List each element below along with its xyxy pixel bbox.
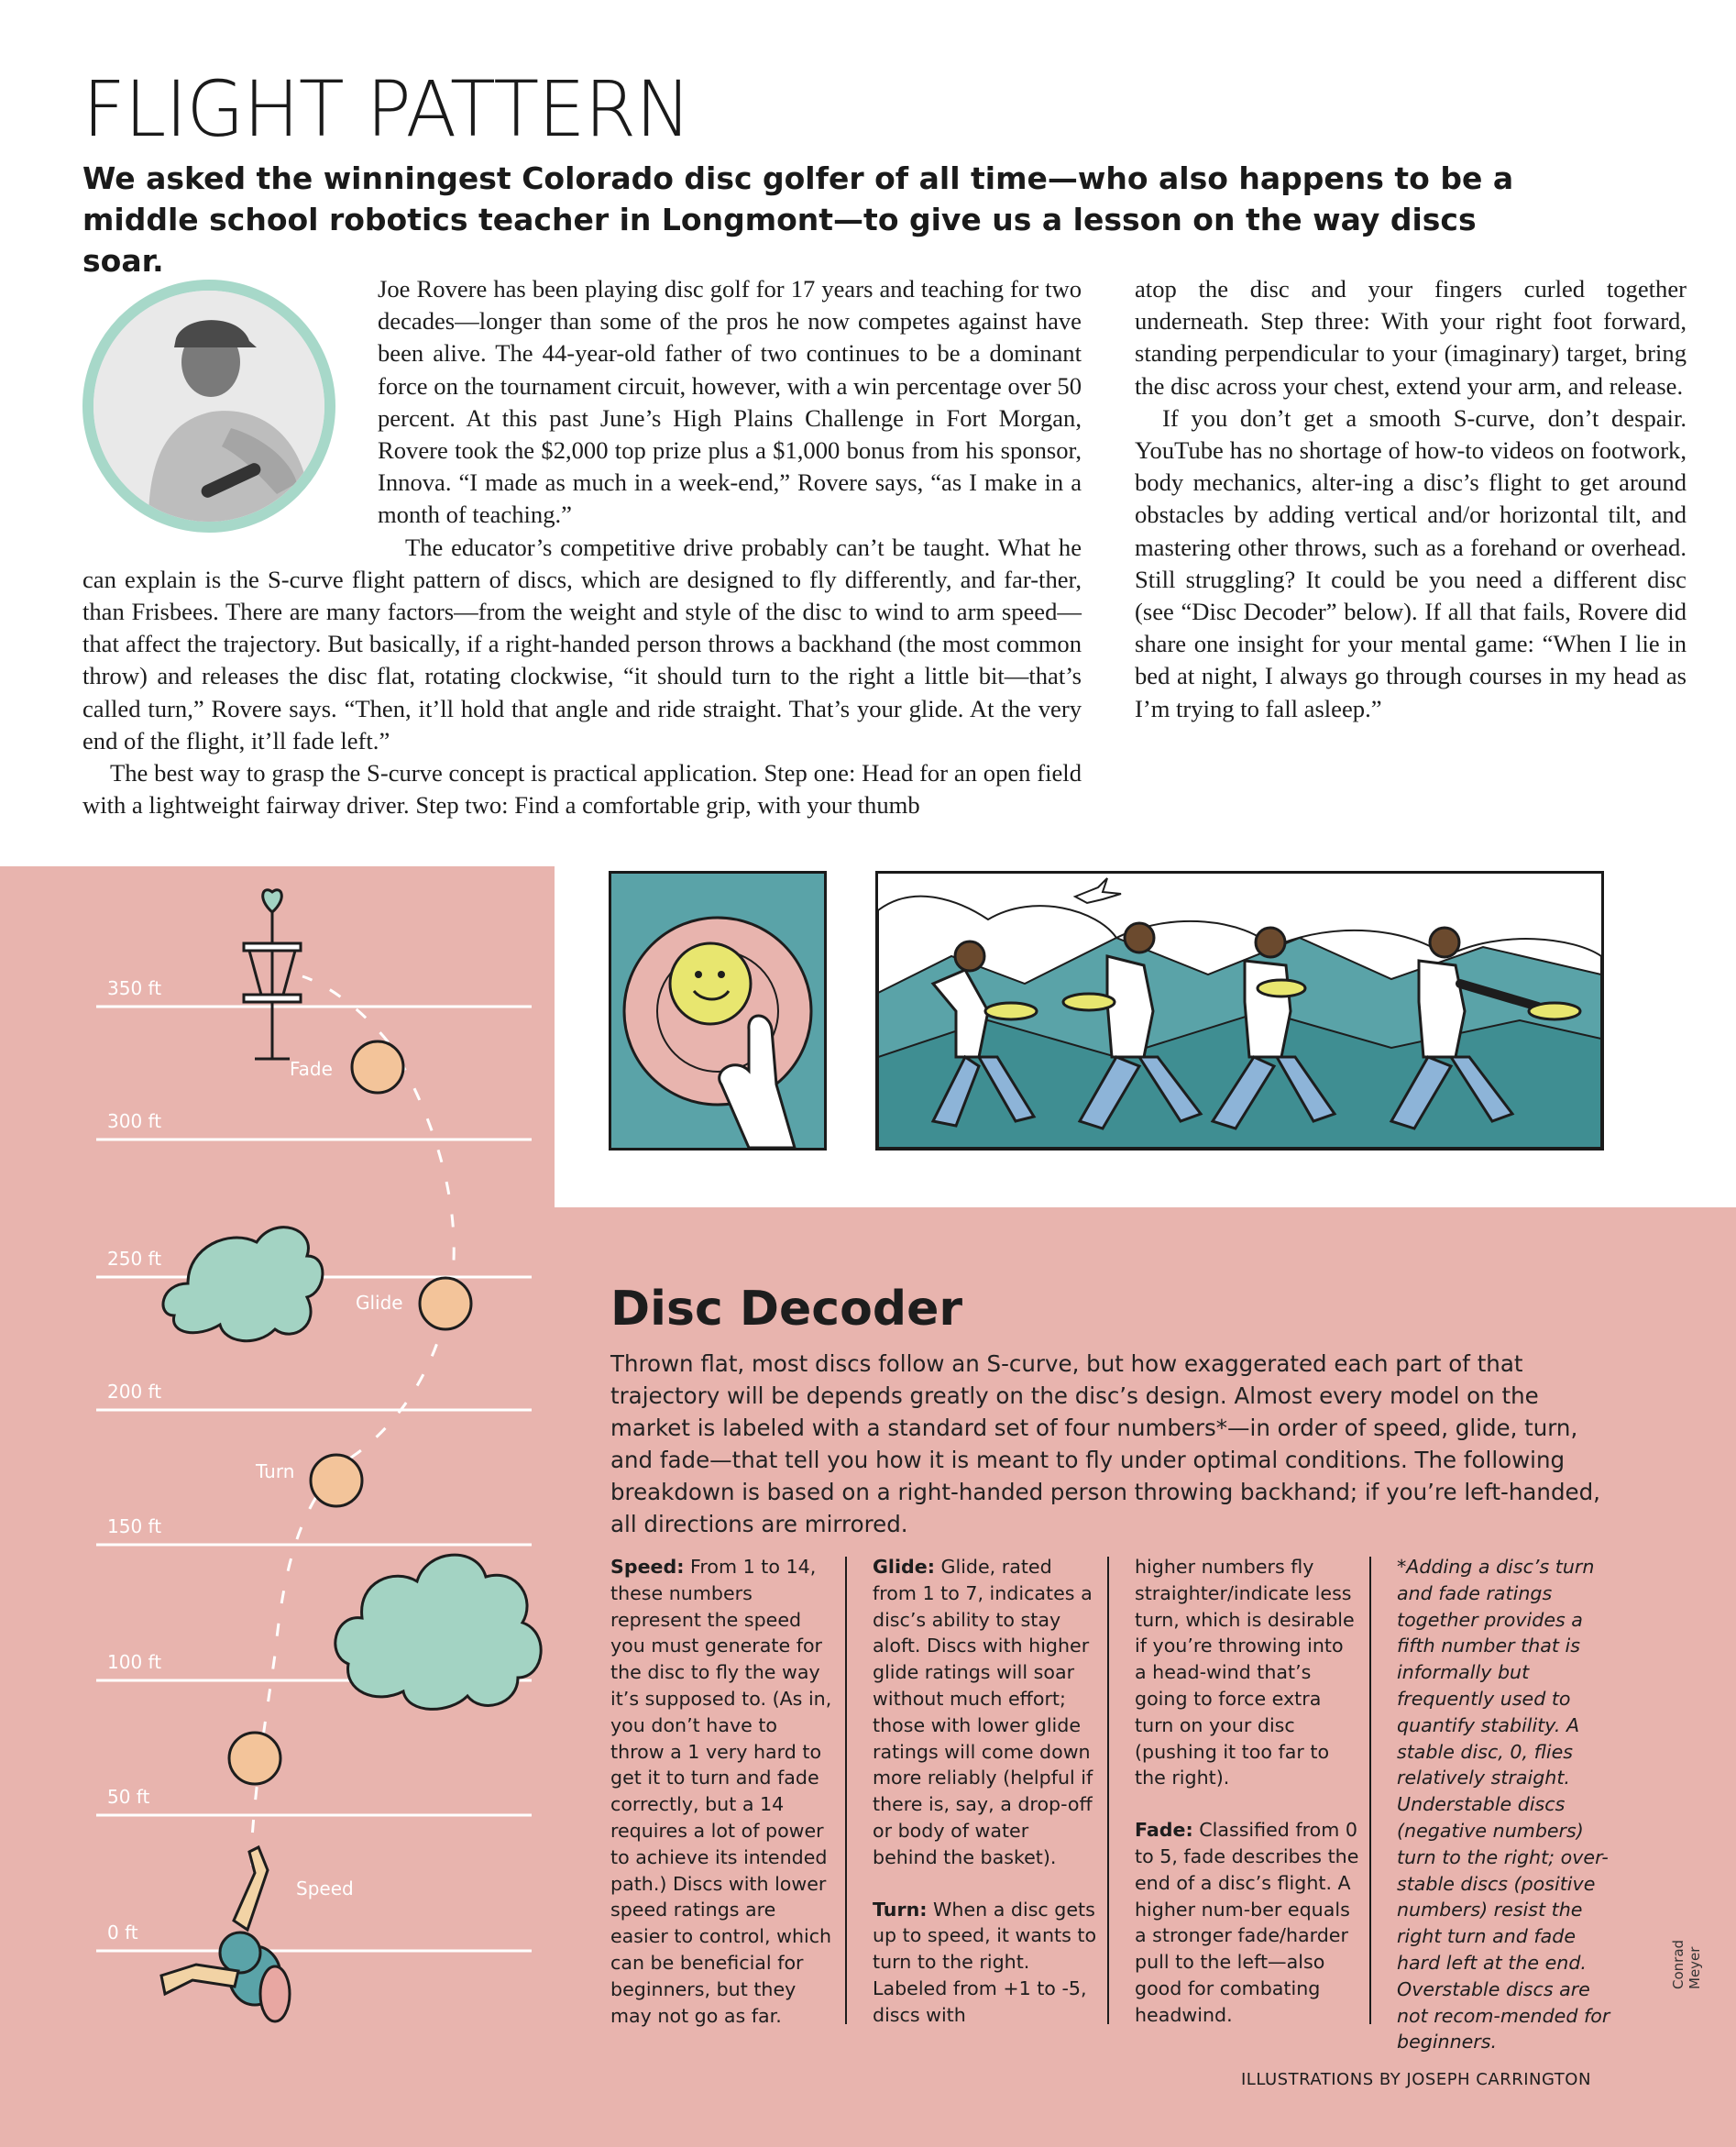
distance-label: 300 ft	[107, 1110, 162, 1132]
basket-icon	[244, 890, 301, 1059]
term-glide: Glide:	[873, 1556, 935, 1578]
definition-glide: Glide, rated from 1 to 7, indicates a disc’s ability to stay aloft. Discs with higher glide ratings will soar without much effort; those with lower glide ratings will come down more reliably (helpful if there is, say, a drop-off or body of water behind the basket).	[873, 1556, 1093, 1868]
illustration-credit: ILLUSTRATIONS BY JOSEPH CARRINGTON	[1241, 2070, 1591, 2089]
dek: We asked the winningest Colorado disc golfer of all time—who also happens to be a middle school robotics teacher in Longmont—to give us a lesson on the way discs soar.	[82, 160, 1514, 279]
decoder-title: Disc Decoder	[610, 1282, 962, 1337]
distance-label: 250 ft	[107, 1248, 162, 1270]
article-paragraph: Joe Rovere has been playing disc golf for 17 years and teaching for two decades—longer than some of the pros he now competes against have been alive. The 44-year-old father of two continues to be a dominant force on the tournament circuit, however, with a win percentage over 50 percent. At this past June’s High Plains Challenge in Fort Morgan, Rovere took the $2,000 top prize plus a $1,000 bonus from his sponsor, Innova. “I made as much in a week-end,” Rovere says, “as I make in a month of teaching.”	[378, 275, 1082, 529]
term-speed: Speed:	[610, 1556, 685, 1578]
term-fade: Fade:	[1135, 1819, 1193, 1842]
decoder-column-4	[1397, 1554, 1621, 2081]
thrower-figure	[161, 1847, 290, 2021]
term-turn: Turn:	[873, 1898, 928, 1921]
throw-sequence-illustration	[875, 871, 1604, 1151]
footnote: *Adding a disc’s turn and fade ratings together provides a fifth number that is informally but frequently used to quantify stability. A stable disc, 0, flies relatively straight. Understable discs (negative numbers) turn to the right; over-stable discs (positive numbers) resist the right turn and fade hard left at the end. Overstable discs are not recom-mended for beginners.	[1397, 1556, 1610, 2053]
article-paragraph: The educator’s competitive drive probably can’t be taught. What he can explain is the S-curve flight pattern of discs, which are designed to fly differently, and far-ther, than Frisbees. There are many factors—from the weight and style of the disc to wind to arm speed—that affect the trajectory. But basically, if a right-handed person throws a backhand (the most common throw) and releases the disc flat, rotating clockwise, “it should turn to the right a little bit—that’s called turn,” Rovere says. “Then, it’ll hold that angle and ride straight. That’s your glide. At the very end of the flight, it’ll fade left.”	[82, 533, 1082, 754]
column-divider	[845, 1557, 847, 2024]
cloud-icon	[163, 1228, 323, 1341]
flight-path	[252, 976, 454, 1866]
cloud-icon	[335, 1555, 541, 1709]
stage-label-glide: Glide	[356, 1292, 403, 1314]
decoder-intro: Thrown flat, most discs follow an S-curve, but how exaggerated each part of that trajectory will be depends greatly on the disc’s design. Almost every model on the market is labeled with a standard set of four numbers*—in order of speed, glide, turn, and fade—that tell you how it is meant to fly under optimal conditions. The following breakdown is based on a right-handed person throwing backhand; if you’re left-handed, all directions are mirrored.	[610, 1350, 1600, 1537]
disc-speed	[229, 1733, 280, 1784]
disc-glide	[420, 1278, 471, 1329]
definition-turn: When a disc gets up to speed, it wants to turn to the right. Labeled from +1 to -5, discs with	[873, 1898, 1097, 2026]
article-paragraph: The best way to grasp the S-curve concept is practical application. Step one: Head for an open field with a lightweight fairway driver. Step two: Find a comfortable grip, with your thumb	[82, 759, 1082, 820]
distance-label: 100 ft	[107, 1651, 162, 1673]
decoder-column-3	[1135, 1554, 1359, 2054]
flight-diagram	[0, 866, 555, 2147]
article-column-left	[82, 273, 1082, 821]
decoder-column-2	[873, 1554, 1097, 2054]
distance-label: 150 ft	[107, 1515, 162, 1537]
stage-label-turn: Turn	[256, 1460, 295, 1482]
distance-label: 0 ft	[107, 1921, 138, 1943]
article-column-right	[1135, 273, 1687, 725]
stage-label-speed: Speed	[296, 1877, 354, 1899]
disc-fade	[352, 1041, 403, 1093]
distance-label: 50 ft	[107, 1786, 150, 1808]
disc-turn	[311, 1455, 362, 1506]
definition-fade: Classified from 0 to 5, fade describes the end of a disc’s flight. A higher num-ber equals a stronger fade/harder pull to the left—also good for combating headwind.	[1135, 1819, 1359, 2026]
column-divider	[1369, 1557, 1371, 2024]
stage-label-fade: Fade	[290, 1058, 333, 1080]
article-body	[82, 273, 1687, 832]
definition-turn-continued: higher numbers fly straighter/indicate less turn, which is desirable if you’re throwing into a head-wind that’s going to force extra turn on your disc (pushing it too far to the right).	[1135, 1556, 1355, 1789]
article-paragraph: If you don’t get a smooth S-curve, don’t despair. YouTube has no shortage of how-to videos on footwork, body mechanics, alter-ing a disc’s flight to get around obstacles by adding vertical and/or horizontal tilt, and mastering other throws, such as a forehand or overhead. Still struggling? It could be you need a different disc (see “Disc Decoder” below). If all that fails, Rovere did share one insight for your mental game: “When I lie in bed at night, I always go through courses in my head as I’m trying to fall asleep.”	[1135, 403, 1687, 722]
photo-credit: Conrad Meyer	[1670, 1939, 1703, 1989]
distance-label: 200 ft	[107, 1381, 162, 1403]
column-divider	[1107, 1557, 1109, 2024]
distance-label: 350 ft	[107, 977, 162, 999]
definition-speed: From 1 to 14, these numbers represent the speed you must generate for the disc to fly the way it’s supposed to. (As in, you don’t have to throw a 1 very hard to get it to turn and fade correctly, but a 14 requires a lot of power to achieve its intended path.) Discs with lower speed ratings are easier to control, which can be beneficial for beginners, but they may not go as far.	[610, 1556, 832, 2027]
decoder-column-1	[610, 1554, 835, 2054]
grip-illustration	[609, 871, 827, 1151]
article-paragraph: atop the disc and your fingers curled together underneath. Step three: With your right foot forward, standing perpendicular to your (imaginary) target, bring the disc across your chest, extend your arm, and release.	[1135, 275, 1687, 400]
page-title: FLIGHT PATTERN	[82, 64, 691, 154]
